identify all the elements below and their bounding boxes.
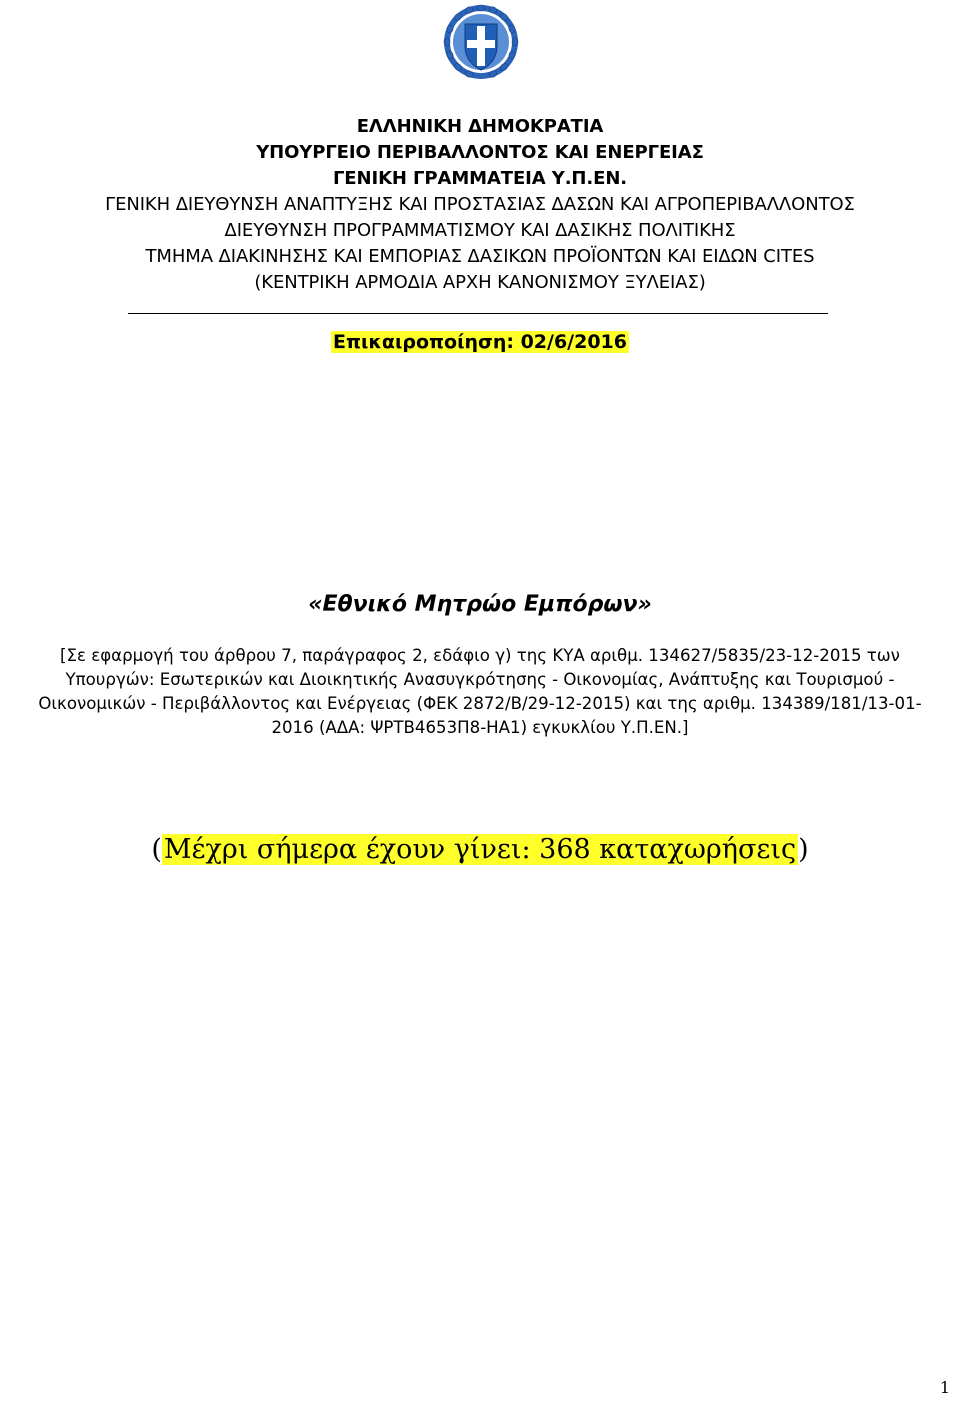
- legal-reference-line: 2016 (ΑΔΑ: ΨΡΤΒ4653Π8-ΗΑ1) εγκυκλίου Υ.Π.ΕΝ.]: [271, 718, 689, 737]
- legal-reference: [10, 644, 950, 740]
- legal-reference-line: Οικονομικών - Περιβάλλοντος και Ενέργειας (ΦΕΚ 2872/Β/29-12-2015) και της αριθμ. 134389/181/13-01-: [38, 694, 922, 713]
- header-line-secretariat: ΓΕΝΙΚΗ ΓΡΑΜΜΑΤΕΙΑ Υ.Π.ΕΝ.: [332, 168, 628, 189]
- page-number: 1: [939, 1378, 950, 1397]
- header-line-country: ΕΛΛΗΝΙΚΗ ΔΗΜΟΚΡΑΤΙΑ: [356, 116, 604, 137]
- entries-count-close-paren: ): [798, 834, 809, 865]
- header-line-directorate: ΔΙΕΥΘΥΝΣΗ ΠΡΟΓΡΑΜΜΑΤΙΣΜΟΥ ΚΑΙ ΔΑΣΙΚΗΣ ΠΟΛΙΤΙΚΗΣ: [224, 220, 736, 241]
- legal-reference-line: [Σε εφαρμογή του άρθρου 7, παράγραφος 2, εδάφιο γ) της ΚΥΑ αριθμ. 134627/5835/23-12-2015 των: [60, 646, 900, 665]
- header-divider: [128, 313, 828, 314]
- ministry-header: [0, 114, 960, 296]
- legal-reference-line: Υπουργών: Εσωτερικών και Διοικητικής Ανασυγκρότησης - Οικονομίας, Ανάπτυξης και Τουρισμού -: [65, 670, 895, 689]
- header-line-department: ΤΜΗΜΑ ΔΙΑΚΙΝΗΣΗΣ ΚΑΙ ΕΜΠΟΡΙΑΣ ΔΑΣΙΚΩΝ ΠΡΟΪΟΝΤΩΝ ΚΑΙ ΕΙΔΩΝ CITES: [145, 246, 815, 267]
- entries-count-open-paren: (: [151, 834, 162, 865]
- entries-count-text: Μέχρι σήμερα έχουν γίνει: 368 καταχωρήσεις: [163, 834, 797, 865]
- header-line-authority: (ΚΕΝΤΡΙΚΗ ΑΡΜΟΔΙΑ ΑΡΧΗ ΚΑΝΟΝΙΣΜΟΥ ΞΥΛΕΙΑΣ): [254, 272, 706, 293]
- update-date-text: Επικαιροποίηση: 02/6/2016: [333, 331, 627, 353]
- header-line-ministry: ΥΠΟΥΡΓΕΙΟ ΠΕΡΙΒΑΛΛΟΝΤΟΣ ΚΑΙ ΕΝΕΡΓΕΙΑΣ: [256, 142, 704, 163]
- document-title: «Εθνικό Μητρώο Εμπόρων»: [308, 592, 652, 617]
- greek-coat-of-arms-icon: [441, 2, 521, 82]
- update-date-label: [0, 328, 960, 356]
- header-line-general-directorate: ΓΕΝΙΚΗ ΔΙΕΥΘΥΝΣΗ ΑΝΑΠΤΥΞΗΣ ΚΑΙ ΠΡΟΣΤΑΣΙΑΣ ΔΑΣΩΝ ΚΑΙ ΑΓΡΟΠΕΡΙΒΑΛΛΟΝΤΟΣ: [105, 194, 855, 215]
- entries-count: [0, 830, 960, 870]
